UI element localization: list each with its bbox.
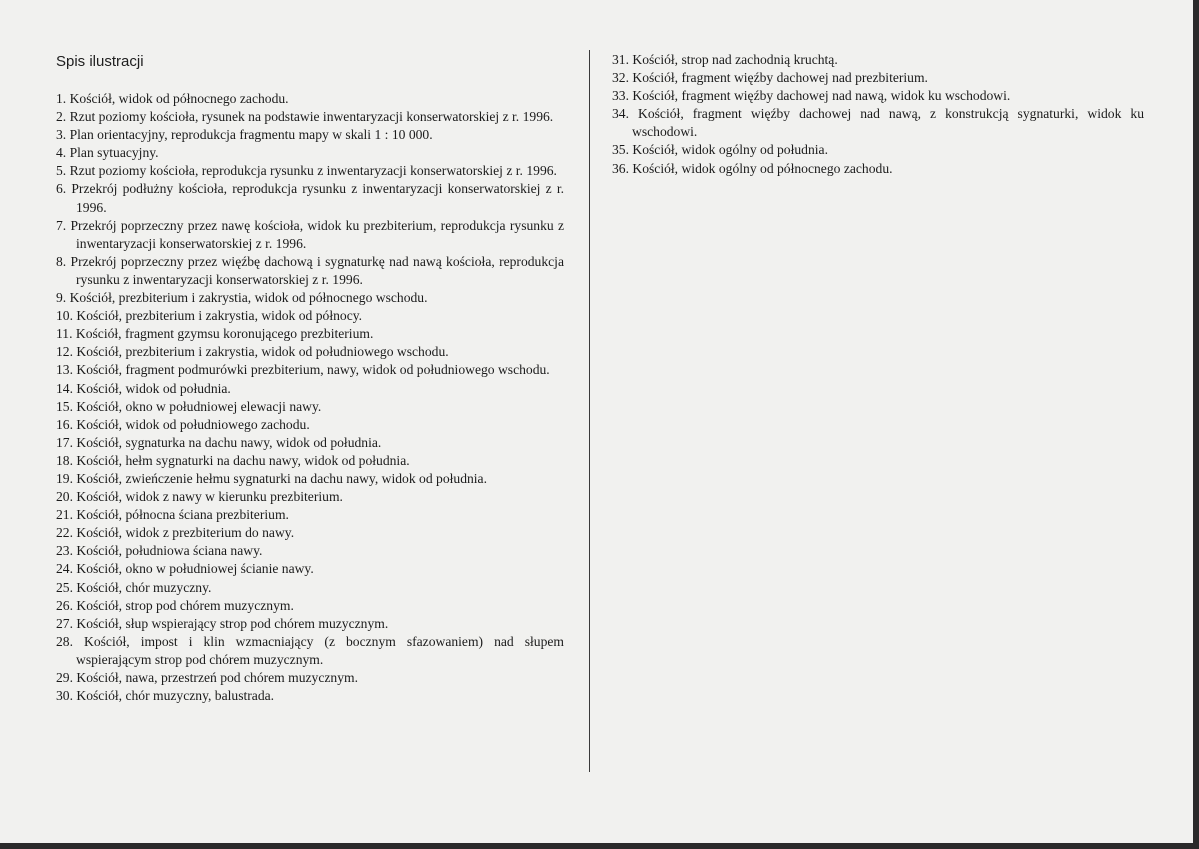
list-item: 12. Kościół, prezbiterium i zakrystia, widok od południowego wschodu. [56, 344, 449, 360]
list-item: 23. Kościół, południowa ściana nawy. [56, 543, 263, 559]
list-item: 11. Kościół, fragment gzymsu koronującego prezbiterium. [56, 326, 374, 342]
scan-edge-right [1193, 0, 1199, 849]
list-item: 1. Kościół, widok od północnego zachodu. [56, 91, 289, 106]
list-item: 35. Kościół, widok ogólny od południa. [612, 142, 828, 158]
list-item: 24. Kościół, okno w południowej ścianie nawy. [56, 561, 314, 577]
list-item: 15. Kościół, okno w południowej elewacji nawy. [56, 398, 322, 414]
illustration-list-left [56, 90, 564, 705]
list-item: 14. Kościół, widok od południa. [56, 380, 231, 396]
list-item: 33. Kościół, fragment więźby dachowej nad nawą, widok ku wschodowi. [612, 88, 1011, 104]
column-divider [589, 50, 590, 772]
list-item: 36. Kościół, widok ogólny od północnego zachodu. [612, 160, 893, 176]
list-item: 2. Rzut poziomy kościoła, rysunek na podstawie inwentaryzacji konserwatorskiej z r. 1996. [56, 109, 554, 125]
list-item: 22. Kościół, widok z prezbiterium do nawy. [56, 525, 295, 541]
list-item: 21. Kościół, północna ściana prezbiterium. [56, 507, 289, 523]
scan-edge-bottom [0, 843, 1199, 849]
list-item: 17. Kościół, sygnaturka na dachu nawy, widok od południa. [56, 434, 382, 450]
list-item: 4. Plan sytuacyjny. [56, 145, 159, 161]
list-item: 26. Kościół, strop pod chórem muzycznym. [56, 597, 294, 613]
list-item: 34. Kościół, fragment więźby dachowej nad nawą, z konstrukcją sygnaturki, widok ku wschodowi. [612, 106, 1144, 140]
list-item: 20. Kościół, widok z nawy w kierunku prezbiterium. [56, 489, 343, 505]
list-item: 18. Kościół, hełm sygnaturki na dachu nawy, widok od południa. [56, 452, 410, 468]
list-item: 5. Rzut poziomy kościoła, reprodukcja rysunku z inwentaryzacji konserwatorskiej z r. 1996. [56, 163, 557, 179]
list-item: 30. Kościół, chór muzyczny, balustrada. [56, 688, 275, 704]
list-item: 8. Przekrój poprzeczny przez więźbę dachową i sygnaturkę nad nawą kościoła, reprodukcja rysunku z inwentaryzacji konserwatorskiej z r. 1996. [56, 253, 564, 287]
list-item: 6. Przekrój podłużny kościoła, reprodukcja rysunku z inwentaryzacji konserwatorskiej z r. 1996. [56, 181, 564, 215]
list-item: 31. Kościół, strop nad zachodnią kruchtą. [612, 52, 838, 67]
list-item: 27. Kościół, słup wspierający strop pod chórem muzycznym. [56, 615, 389, 631]
list-item: 25. Kościół, chór muzyczny. [56, 579, 212, 595]
list-item: 16. Kościół, widok od południowego zachodu. [56, 416, 310, 432]
list-item: 29. Kościół, nawa, przestrzeń pod chórem muzycznym. [56, 670, 358, 685]
list-item: 13. Kościół, fragment podmurówki prezbiterium, nawy, widok od południowego wschodu. [56, 362, 550, 378]
list-item: 10. Kościół, prezbiterium i zakrystia, widok od północy. [56, 308, 363, 324]
illustration-list-right [612, 51, 1144, 178]
list-item: 19. Kościół, zwieńczenie hełmu sygnaturki na dachu nawy, widok od południa. [56, 470, 487, 486]
list-item: 28. Kościół, impost i klin wzmacniający (z bocznym sfazowaniem) nad słupem wspierającym strop pod chórem muzycznym. [56, 633, 564, 667]
list-item: 7. Przekrój poprzeczny przez nawę kościoła, widok ku prezbiterium, reprodukcja rysunku z inwentaryzacji konserwatorskiej z r. 1996. [56, 217, 564, 251]
list-item: 3. Plan orientacyjny, reprodukcja fragmentu mapy w skali 1 : 10 000. [56, 127, 433, 143]
page-title: Spis ilustracji [56, 53, 144, 70]
list-item: 9. Kościół, prezbiterium i zakrystia, widok od północnego wschodu. [56, 290, 428, 306]
list-item: 32. Kościół, fragment więźby dachowej nad prezbiterium. [612, 70, 928, 86]
